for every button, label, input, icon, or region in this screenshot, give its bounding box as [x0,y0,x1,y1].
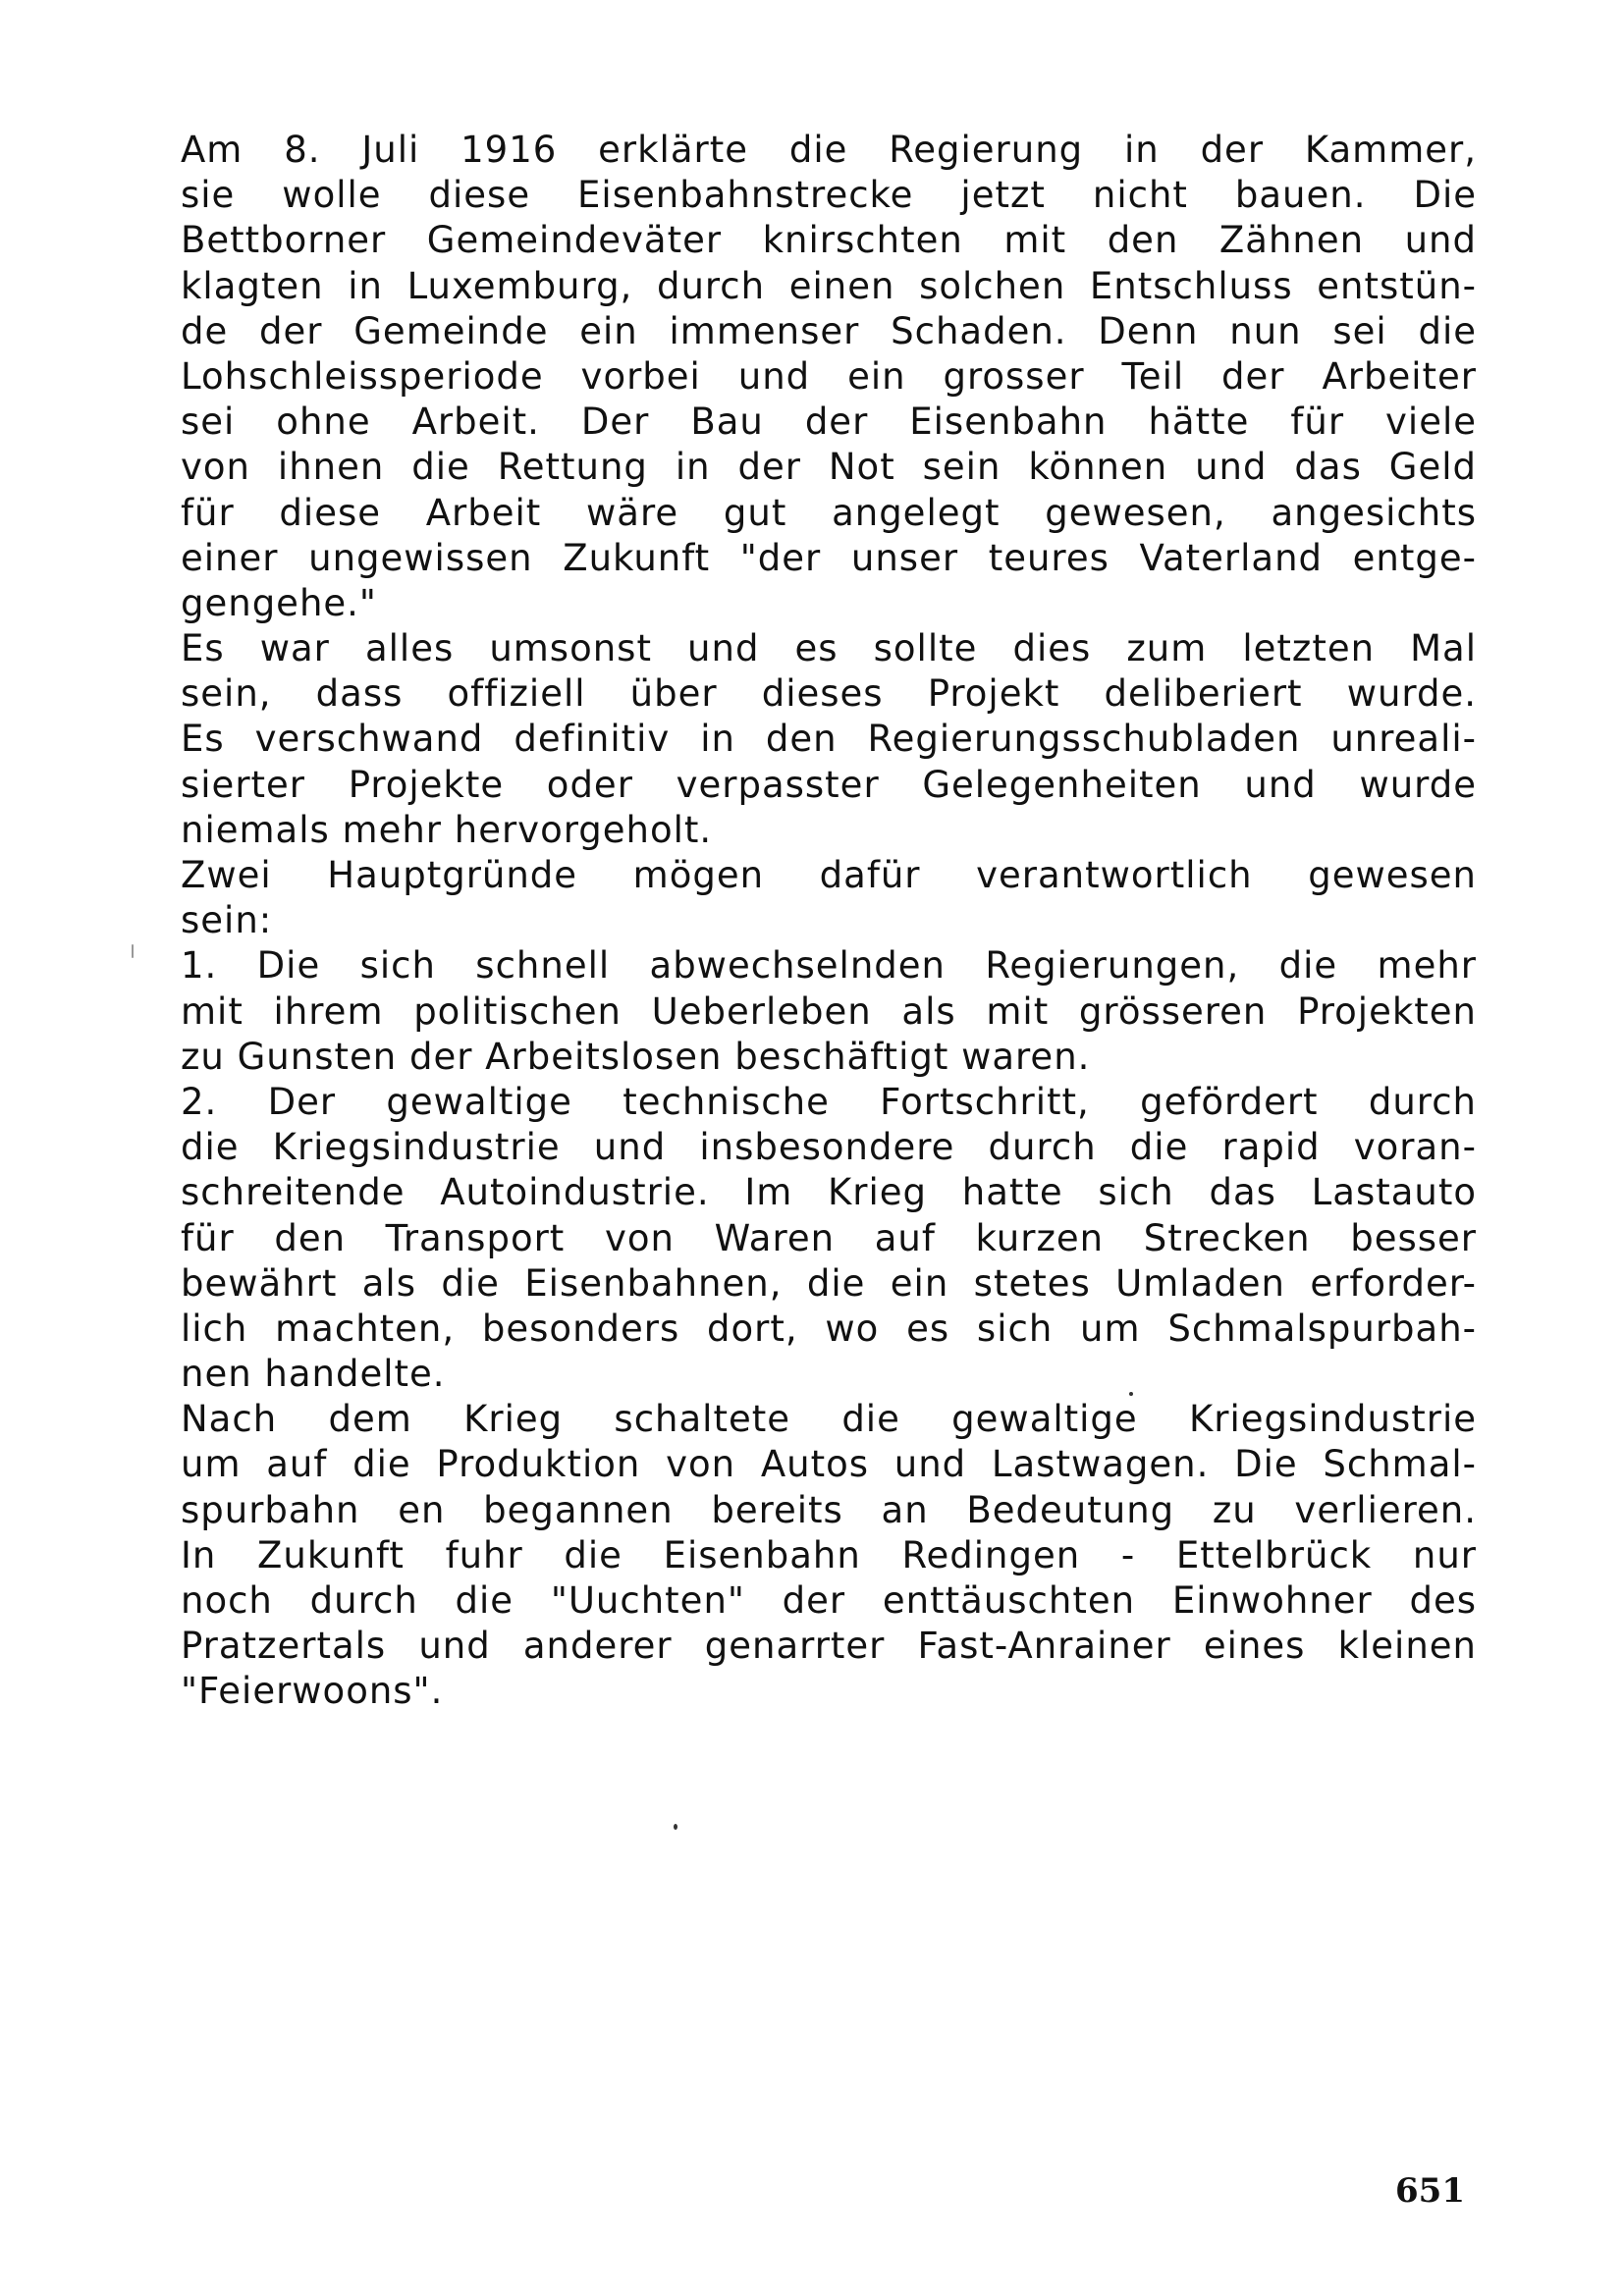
text-line: Lohschleissperiode vorbei und ein grosser Teil der Arbeiter [181,354,1477,398]
text-line: de der Gemeinde ein immenser Schaden. Denn nun sei die [181,309,1477,352]
text-line: für diese Arbeit wäre gut angelegt gewesen, angesichts [181,491,1477,534]
text-line: Am 8. Juli 1916 erklärte die Regierung in der Kammer, [181,129,1477,171]
text-line: von ihnen die Rettung in der Not sein können und das Geld [181,446,1477,489]
text-line: Bettborner Gemeindeväter knirschten mit den Zähnen und [181,219,1477,262]
text-line: In Zukunft fuhr die Eisenbahn Redingen - Ettelbrück nur [181,1533,1477,1576]
text-line: 2. Der gewaltige technische Fortschritt, gefördert durch [181,1080,1477,1123]
text-line: "Feierwoons". [181,1670,444,1713]
scan-speck [674,1824,677,1830]
text-line: noch durch die "Uuchten" der enttäuschten Einwohner des [181,1579,1477,1622]
text-line: einer ungewissen Zukunft "der unser teures Vaterland entge- [181,536,1477,579]
text-line: um auf die Produktion von Autos und Lastwagen. Die Schmal- [181,1443,1477,1486]
text-line: lich machten, besonders dort, wo es sich um Schmalspurbah- [181,1307,1477,1350]
text-line: bewährt als die Eisenbahnen, die ein stetes Umladen erforder- [181,1261,1477,1305]
text-line: Pratzertals und anderer genarrter Fast-Anrainer eines kleinen [181,1625,1477,1668]
text-line: gengehe." [181,581,377,624]
text-line: Es war alles umsonst und es sollte dies zum letzten Mal [181,627,1477,670]
text-line: schreitende Autoindustrie. Im Krieg hatte sich das Lastauto [181,1171,1477,1214]
scan-speck [132,944,134,958]
body-text [181,128,1477,1715]
text-line: klagten in Luxemburg, durch einen solchen Entschluss entstün- [181,264,1477,307]
text-line: zu Gunsten der Arbeitslosen beschäftigt waren. [181,1035,1091,1078]
text-line: Zwei Hauptgründe mögen dafür verantwortlich gewesen [181,854,1477,896]
text-line: 1. Die sich schnell abwechselnden Regierungen, die mehr [181,944,1477,988]
text-line: niemals mehr hervorgeholt. [181,808,713,851]
text-line: sein: [181,899,273,942]
text-line: sei ohne Arbeit. Der Bau der Eisenbahn hätte für viele [181,400,1477,444]
text-line: die Kriegsindustrie und insbesondere durch die rapid voran- [181,1126,1477,1169]
text-line: nen handelte. [181,1353,446,1396]
text-line: für den Transport von Waren auf kurzen Strecken besser [181,1216,1477,1259]
text-line: Es verschwand definitiv in den Regierungsschubladen unreali- [181,718,1477,761]
scan-speck [1129,1392,1133,1396]
text-line: sie wolle diese Eisenbahnstrecke jetzt nicht bauen. Die [181,174,1477,217]
text-line: spurbahn en begannen bereits an Bedeutung zu verlieren. [181,1488,1477,1531]
text-line: mit ihrem politischen Ueberleben als mit grösseren Projekten [181,989,1477,1033]
page-number: 651 [1395,2171,1465,2211]
text-line: Nach dem Krieg schaltete die gewaltige Kriegsindustrie [181,1398,1477,1441]
text-line: sein, dass offiziell über dieses Projekt deliberiert wurde. [181,672,1477,716]
text-line: sierter Projekte oder verpasster Gelegenheiten und wurde [181,763,1477,806]
